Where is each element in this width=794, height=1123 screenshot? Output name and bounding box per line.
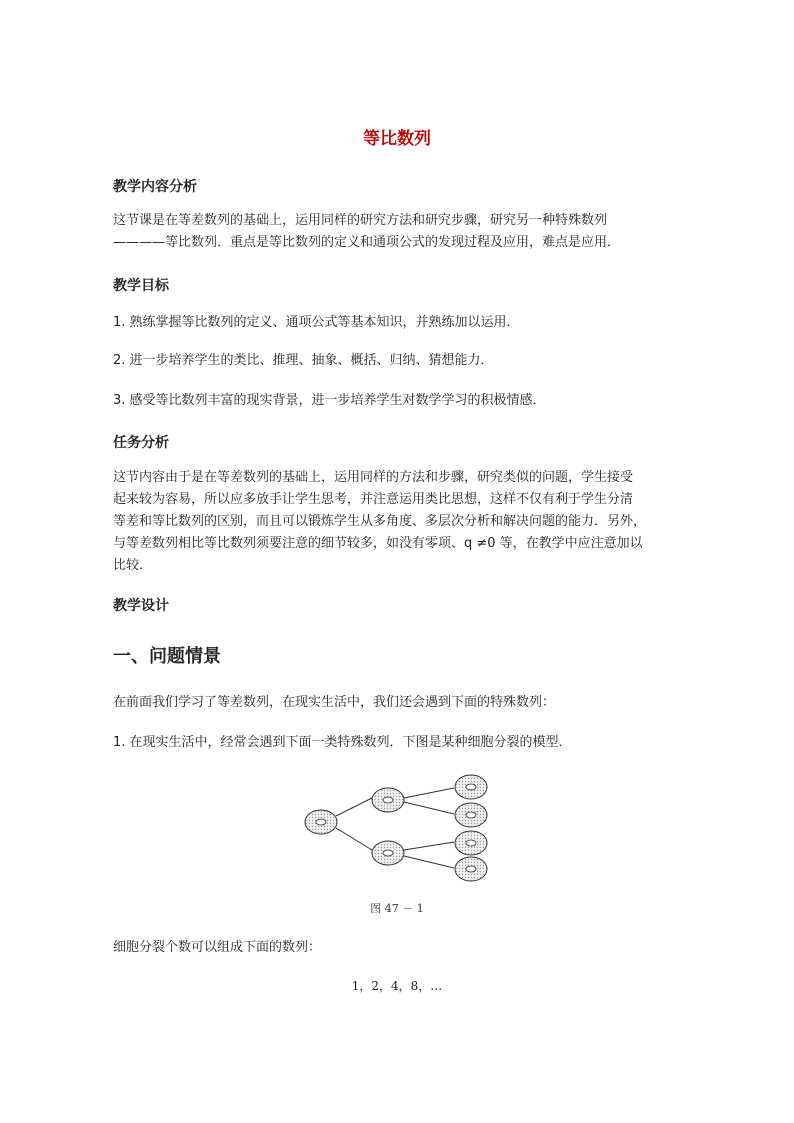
cell-nucleus <box>466 784 476 790</box>
cell-nucleus <box>383 850 393 856</box>
text-line: 这节内容由于是在等差数列的基础上，运用同样的方法和步骤，研究类似的问题，学生接受 <box>113 470 634 485</box>
goal-item-1: 1. 熟练掌握等比数列的定义、通项公式等基本知识，并熟练加以运用． <box>113 315 520 330</box>
heading-content-analysis: 教学内容分析 <box>113 179 197 195</box>
sequence-values: 1，2，4，8，… <box>351 979 443 993</box>
goal-item-3: 3. 感受等比数列丰富的现实背景，进一步培养学生对数学学习的积极情感． <box>113 393 546 408</box>
figure-caption: 图 47 － 1 <box>370 902 424 915</box>
paragraph-content-analysis <box>113 210 683 254</box>
cell-nucleus <box>316 819 326 825</box>
goal-item-2: 2. 进一步培养学生的类比、推理、抽象、概括、归纳、猜想能力． <box>113 353 494 368</box>
cell-nucleus <box>466 812 476 818</box>
page-title: 等比数列 <box>363 129 431 149</box>
heading-teaching-design: 教学设计 <box>113 598 169 614</box>
cell-nucleus <box>466 840 476 846</box>
text-line: 与等差数列相比等比数列须要注意的细节较多，如没有零项、q ≠0 等，在教学中应注意加以 <box>113 536 643 551</box>
cell-generation-1 <box>305 810 337 834</box>
heading-problem-scenario: 一、问题情景 <box>113 646 221 667</box>
cell-division-figure <box>296 768 496 888</box>
cell-generation-3 <box>455 775 487 881</box>
text-line: 起来较为容易，所以应多放手让学生思考，并注意运用类比思想，这样不仅有利于学生分清 <box>113 492 634 507</box>
cell-nucleus <box>383 797 393 803</box>
paragraph-task-analysis <box>113 467 683 577</box>
heading-teaching-goals: 教学目标 <box>113 278 169 294</box>
item-cell-division: 1. 在现实生活中，经常会遇到下面一类特殊数列．下图是某种细胞分裂的模型． <box>113 735 572 750</box>
text-line: 比较． <box>113 558 153 573</box>
text-line: 这节课是在等差数列的基础上，运用同样的研究方法和研究步骤，研究另一种特殊数列 <box>113 213 608 228</box>
intro-paragraph: 在前面我们学习了等差数列，在现实生活中，我们还会遇到下面的特殊数列： <box>113 695 556 710</box>
text-line: 等差和等比数列的区别，而且可以锻炼学生从多角度、多层次分析和解决问题的能力．另外， <box>113 514 647 529</box>
cell-nucleus <box>466 866 476 872</box>
cell-generation-2 <box>372 788 404 865</box>
sequence-intro: 细胞分裂个数可以组成下面的数列： <box>113 940 322 955</box>
text-line: ————等比数列．重点是等比数列的定义和通项公式的发现过程及应用，难点是应用． <box>113 235 621 250</box>
heading-task-analysis: 任务分析 <box>113 435 169 451</box>
